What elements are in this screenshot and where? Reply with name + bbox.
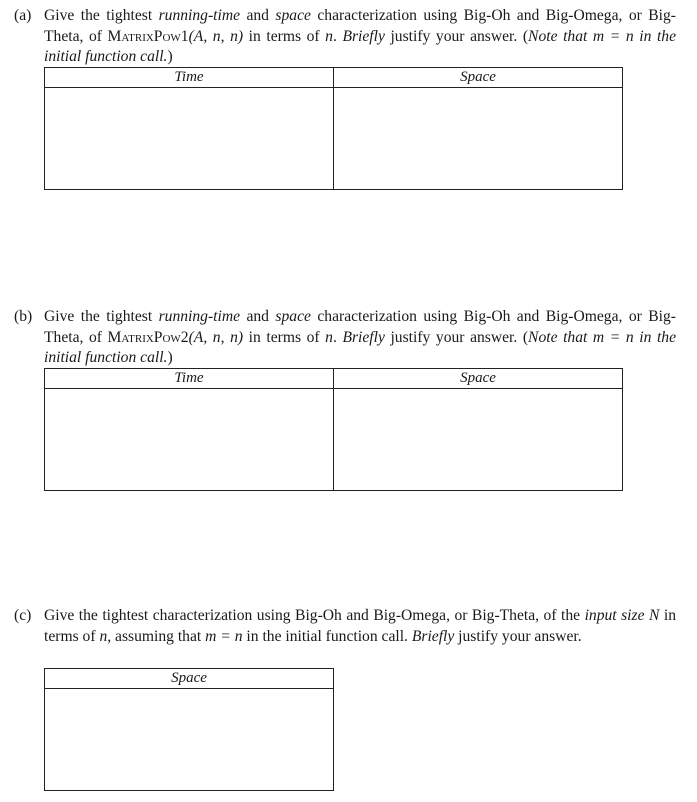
column-header-space: Space [334, 68, 623, 88]
answer-table [44, 668, 334, 791]
space-answer-box[interactable] [334, 389, 623, 491]
question-label: (b) [14, 308, 33, 325]
space-answer-box[interactable] [334, 88, 623, 190]
time-answer-box[interactable] [45, 389, 334, 491]
answer-table [44, 67, 623, 190]
question-text: Give the tightest running-time and space characterization using Big-Oh and Big-Omega, or Big-Theta, of MatrixPow1(A, n, n) in terms of n. Briefly justify your answer. (Note that m = n in the initial function call.) [44, 7, 676, 65]
space-answer-box[interactable] [45, 689, 334, 791]
time-answer-box[interactable] [45, 88, 334, 190]
column-header-space: Space [334, 369, 623, 389]
function-name: MatrixPow1 [107, 27, 189, 45]
column-header-time: Time [45, 68, 334, 88]
question-text: Give the tightest characterization using Big-Oh and Big-Omega, or Big-Theta, of the input size N in terms of n, assuming that m = n in the initial function call. Briefly justify your answer. [44, 607, 677, 645]
column-header-space: Space [45, 669, 334, 689]
question-label: (c) [14, 607, 32, 624]
question-text: Give the tightest running-time and space characterization using Big-Oh and Big-Omega, or Big-Theta, of MatrixPow2(A, n, n) in terms of n. Briefly justify your answer. (Note that m = n in the initial function call.) [44, 308, 676, 366]
column-header-time: Time [45, 369, 334, 389]
question-label: (a) [14, 7, 32, 24]
answer-table [44, 368, 623, 491]
function-name: MatrixPow2 [107, 328, 189, 346]
